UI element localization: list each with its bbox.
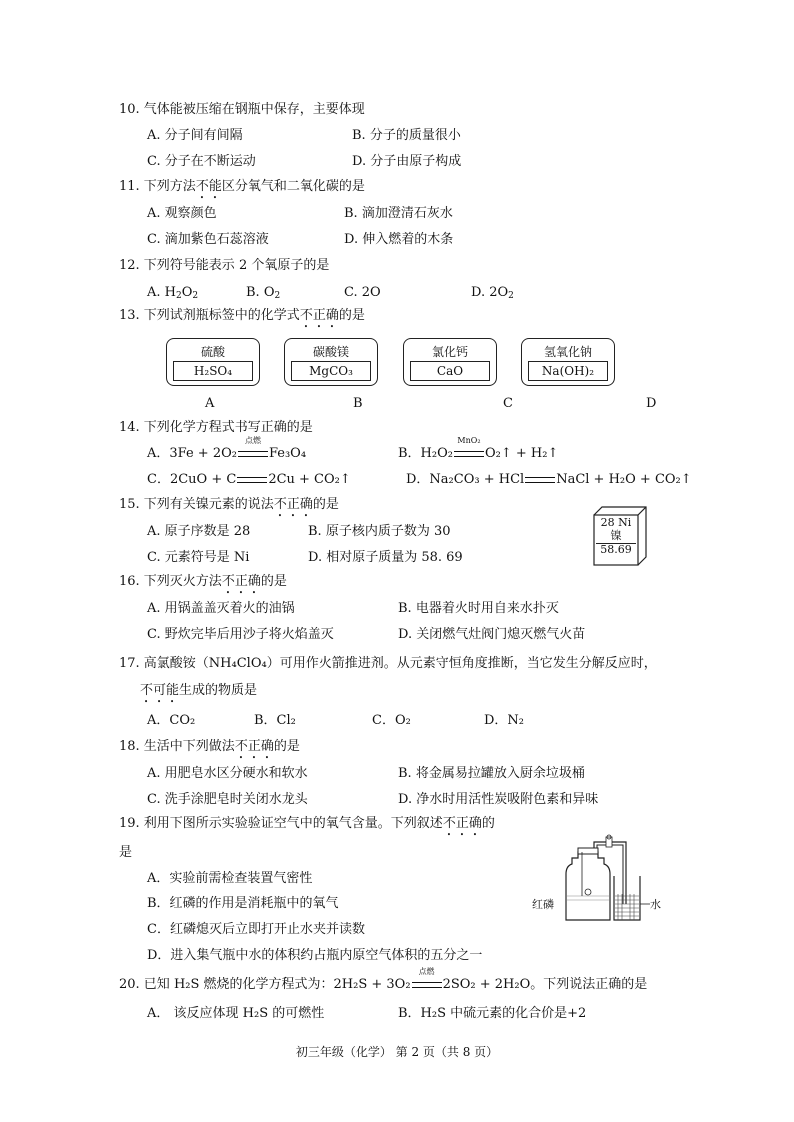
nickel-element-cell — [592, 505, 648, 567]
label-d-letter: D — [646, 396, 657, 411]
q16-option-a: A. 用锅盖盖灭着火的油锅 — [147, 601, 295, 616]
q16-option-b: B. 电器着火时用自来水扑灭 — [398, 601, 559, 616]
nickel-name: 镍 — [610, 529, 622, 542]
q11-option-d: D. 伸入燃着的木条 — [344, 232, 454, 247]
q14-option-a — [147, 436, 307, 462]
reagent-label-b — [284, 338, 378, 386]
q12-option-a — [147, 285, 198, 301]
q18-stem-emphasis: 不正确 — [234, 739, 274, 754]
q12-d-text: D. 2O — [471, 285, 509, 300]
label-c-letter: C — [503, 396, 513, 411]
q14-option-c — [147, 472, 351, 488]
q10-option-b: B. 分子的质量很小 — [352, 128, 461, 143]
q12-option-d — [471, 285, 514, 301]
q19-stem-pre: 19. 利用下图所示实验验证空气中的氧气含量。下列叙述 — [119, 816, 443, 831]
q17-stem-post: 生成的物质是 — [179, 683, 258, 698]
q19-stem — [119, 816, 495, 839]
q13-stem-post: 的是 — [338, 308, 365, 323]
q11-option-a: A. 观察颜色 — [147, 206, 217, 221]
q12-option-c: C. 2O — [344, 285, 381, 300]
q15-stem-emphasis: 不正确 — [273, 497, 313, 512]
q12-option-b — [246, 285, 280, 301]
q19-stem-emphasis: 不正确 — [442, 816, 482, 831]
q12-a-sub: 2 — [176, 291, 182, 301]
q18-option-c: C. 洗手涂肥皂时关闭水龙头 — [147, 792, 308, 807]
q12-b-text: B. O — [246, 285, 275, 300]
q19-stem-post: 的 — [481, 816, 495, 831]
q16-option-d: D. 关闭燃气灶阀门熄灭燃气火苗 — [398, 627, 586, 642]
label-b-formula: MgCO₃ — [291, 361, 371, 381]
q17-option-b: B．Cl₂ — [254, 713, 296, 728]
q18-option-b: B. 将金属易拉罐放入厨余垃圾桶 — [398, 766, 585, 781]
q13-stem-emphasis: 不正确 — [299, 308, 339, 323]
q19-stem-line2: 是 — [119, 845, 133, 860]
q17-stem-emphasis: 不可能 — [140, 683, 180, 698]
q12-d-sub: 2 — [508, 291, 514, 301]
q12-a-sub2: 2 — [192, 291, 199, 301]
q18-option-d: D. 净水时用活性炭吸附色素和异味 — [398, 792, 599, 807]
q11-stem — [119, 179, 365, 202]
q14-d-pre: D．Na₂CO₃ + HCl — [406, 472, 525, 487]
q10-option-c: C. 分子在不断运动 — [147, 154, 256, 169]
q19-option-b: B．红磷的作用是消耗瓶中的氧气 — [147, 896, 339, 911]
q15-option-c: C. 元素符号是 Ni — [147, 550, 250, 565]
q10-stem: 10. 气体能被压缩在钢瓶中保存，主要体现 — [119, 102, 365, 117]
water-label: 水 — [650, 898, 661, 911]
label-b-name: 碳酸镁 — [312, 345, 349, 359]
nickel-number-symbol: 28 Ni — [600, 516, 632, 529]
q14-b-condition: MnO₂ — [457, 436, 481, 445]
label-a-letter: A — [205, 396, 215, 411]
reagent-label-c — [403, 338, 497, 386]
q15-option-a: A. 原子序数是 28 — [147, 524, 251, 539]
reagent-label-d — [521, 338, 615, 386]
q13-stem-pre: 13. 下列试剂瓶标签中的化学式 — [119, 308, 300, 323]
q14-option-d — [406, 472, 692, 488]
q17-option-c: C．O₂ — [372, 713, 411, 728]
q14-a-pre: A．3Fe + 2O₂ — [147, 446, 237, 461]
q14-option-b — [398, 436, 559, 462]
q12-b-sub: 2 — [274, 291, 281, 301]
q16-stem-emphasis: 不正确 — [221, 574, 261, 589]
q18-stem — [119, 739, 300, 762]
q14-b-pre: B．H₂O₂ — [398, 446, 453, 461]
q13-stem — [119, 308, 365, 331]
q18-stem-post: 的是 — [273, 739, 300, 754]
q16-stem — [119, 574, 287, 597]
q20-stem — [119, 967, 648, 993]
q16-stem-pre: 16. 下列灭火方法 — [119, 574, 222, 589]
label-c-formula: CaO — [410, 361, 490, 381]
label-d-formula: Na(OH)₂ — [528, 361, 608, 381]
q12-a-mid: O — [181, 285, 193, 300]
q11-option-c: C. 滴加紫色石蕊溶液 — [147, 232, 269, 247]
q11-stem-post: 区分氧气和二氧化碳的是 — [221, 179, 365, 194]
q16-option-c: C. 野炊完毕后用沙子将火焰盖灭 — [147, 627, 334, 642]
q17-stem-line1: 17. 高氯酸铵（NH₄ClO₄）可用作火箭推进剂。从元素守恒角度推断，当它发生分解反应时， — [119, 656, 657, 671]
q12-stem: 12. 下列符号能表示 2 个氧原子的是 — [119, 258, 330, 273]
q15-option-d: D. 相对原子质量为 58. 69 — [308, 550, 463, 565]
q15-stem — [119, 497, 339, 520]
label-c-name: 氯化钙 — [431, 345, 468, 359]
red-phosphorus-label: 红磷 — [532, 898, 554, 911]
q14-a-post: Fe₃O₄ — [268, 446, 307, 461]
label-a-formula: H₂SO₄ — [173, 361, 253, 381]
oxygen-content-apparatus — [530, 834, 670, 926]
q20-stem-post: 2SO₂ + 2H₂O。下列说法正确的是 — [442, 977, 648, 992]
q14-d-post: NaCl + H₂O + CO₂↑ — [556, 472, 692, 487]
q17-stem-line2 — [140, 683, 257, 706]
q15-option-b: B. 原子核内质子数为 30 — [308, 524, 451, 539]
q14-c-pre: C．2CuO + C — [147, 472, 237, 487]
q14-c-post: 2Cu + CO₂↑ — [268, 472, 351, 487]
page-footer: 初三年级（化学） 第 2 页（共 8 页） — [295, 1045, 499, 1059]
label-d-name: 氢氧化钠 — [543, 345, 592, 359]
q11-option-b: B. 滴加澄清石灰水 — [344, 206, 453, 221]
q14-a-condition: 点燃 — [244, 436, 261, 445]
reagent-label-a — [166, 338, 260, 386]
q10-option-d: D. 分子由原子构成 — [352, 154, 462, 169]
nickel-mass: 58.69 — [596, 543, 636, 556]
q15-stem-post: 的是 — [312, 497, 339, 512]
q19-option-d: D．进入集气瓶中水的体积约占瓶内原空气体积的五分之一 — [147, 948, 483, 963]
q18-option-a: A. 用肥皂水区分硬水和软水 — [147, 766, 308, 781]
label-b-letter: B — [353, 396, 363, 411]
q10-option-a: A. 分子间有间隔 — [147, 128, 243, 143]
q20-condition: 点燃 — [418, 967, 435, 976]
q11-stem-pre: 11. 下列方法 — [119, 179, 196, 194]
q14-stem: 14. 下列化学方程式书写正确的是 — [119, 420, 313, 435]
q20-stem-pre: 20. 已知 H₂S 燃烧的化学方程式为：2H₂S + 3O₂ — [119, 977, 411, 992]
q19-option-c: C．红磷熄灭后立即打开止水夹并读数 — [147, 922, 365, 937]
q20-option-a: A． 该反应体现 H₂S 的可燃性 — [147, 1006, 325, 1021]
q14-b-post: O₂↑ + H₂↑ — [484, 446, 559, 461]
q19-option-a: A．实验前需检查装置气密性 — [147, 871, 313, 886]
q11-stem-emphasis: 不能 — [195, 179, 222, 194]
q16-stem-post: 的是 — [260, 574, 287, 589]
label-a-name: 硫酸 — [200, 345, 225, 359]
q17-option-a: A．CO₂ — [147, 713, 196, 728]
q12-a-text: A. H — [147, 285, 176, 300]
q20-option-b: B．H₂S 中硫元素的化合价是+2 — [398, 1006, 587, 1021]
q15-stem-pre: 15. 下列有关镍元素的说法 — [119, 497, 274, 512]
q17-option-d: D．N₂ — [484, 713, 525, 728]
q18-stem-pre: 18. 生活中下列做法 — [119, 739, 235, 754]
